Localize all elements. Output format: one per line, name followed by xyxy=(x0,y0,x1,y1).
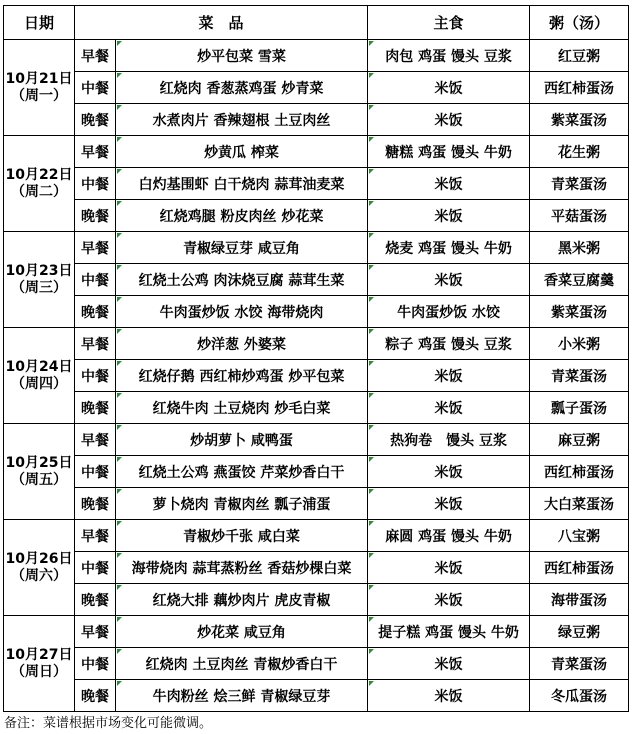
date-cell xyxy=(4,328,75,424)
meal-label xyxy=(75,328,116,360)
staple-cell-text: 米饭 xyxy=(434,272,463,289)
soup-cell xyxy=(530,264,629,296)
staple-cell-text: 糖糕 鸡蛋 馒头 牛奶 xyxy=(385,144,512,161)
dishes-cell-text: 红烧鸡腿 粉皮肉丝 炒花菜 xyxy=(159,208,324,225)
dishes-cell-text: 萝卜烧肉 青椒肉丝 瓢子浦蛋 xyxy=(152,496,331,513)
staple-cell-text: 米饭 xyxy=(434,208,463,225)
cell-marker-icon xyxy=(369,329,374,334)
cell-marker-icon xyxy=(369,393,374,398)
meal-label xyxy=(75,264,116,296)
dishes-cell-text: 红烧肉 香葱蒸鸡蛋 炒青菜 xyxy=(159,80,324,97)
meal-label xyxy=(75,136,116,168)
table-row xyxy=(4,328,629,360)
meal-label xyxy=(75,456,116,488)
staple-cell-text: 米饭 xyxy=(434,112,463,129)
table-row xyxy=(4,200,629,232)
dishes-cell-text: 红烧土公鸡 肉沫烧豆腐 蒜茸生菜 xyxy=(138,272,345,289)
date-label: 10月27日 xyxy=(5,646,73,663)
date-cell xyxy=(4,520,75,616)
weekday-label: （周日） xyxy=(11,663,67,680)
soup-cell xyxy=(530,168,629,200)
meal-label-text: 晚餐 xyxy=(81,304,109,321)
cell-marker-icon xyxy=(117,489,122,494)
cell-marker-icon xyxy=(117,297,122,302)
cell-marker-icon xyxy=(117,361,122,366)
soup-cell-text: 西红柿蛋汤 xyxy=(544,80,615,97)
dishes-cell-text: 青椒绿豆芽 咸豆角 xyxy=(183,240,300,257)
soup-cell-text: 香菜豆腐羹 xyxy=(544,272,615,289)
table-row xyxy=(4,360,629,392)
soup-cell-text: 黑米粥 xyxy=(558,240,601,257)
meal-label-text: 中餐 xyxy=(81,560,109,577)
staple-cell xyxy=(368,104,530,136)
meal-label-text: 晚餐 xyxy=(81,208,109,225)
table-row xyxy=(4,72,629,104)
soup-cell-text: 小米粥 xyxy=(558,336,601,353)
table-row xyxy=(4,392,629,424)
staple-cell xyxy=(368,520,530,552)
meal-label xyxy=(75,552,116,584)
soup-cell-text: 平菇蛋汤 xyxy=(551,208,608,225)
staple-cell-text: 烧麦 鸡蛋 馒头 牛奶 xyxy=(385,240,512,257)
staple-cell xyxy=(368,296,530,328)
dishes-cell-text: 白灼基围虾 白干烧肉 蒜茸油麦菜 xyxy=(138,176,345,193)
soup-cell-text: 花生粥 xyxy=(558,144,601,161)
cell-marker-icon xyxy=(117,201,122,206)
table-row xyxy=(4,136,629,168)
soup-cell xyxy=(530,648,629,680)
dishes-cell-text: 炒胡萝卜 咸鸭蛋 xyxy=(190,432,293,449)
cell-marker-icon xyxy=(117,265,122,270)
cell-marker-icon xyxy=(369,233,374,238)
cell-marker-icon xyxy=(117,169,122,174)
table-row xyxy=(4,648,629,680)
meal-label-text: 早餐 xyxy=(81,144,109,161)
staple-cell xyxy=(368,616,530,648)
cell-marker-icon xyxy=(369,489,374,494)
cell-marker-icon xyxy=(117,41,122,46)
weekday-label: （周三） xyxy=(11,279,67,296)
dishes-cell xyxy=(116,616,368,648)
dishes-cell xyxy=(116,552,368,584)
date-label: 10月23日 xyxy=(5,262,73,279)
table-row xyxy=(4,40,629,72)
date-cell xyxy=(4,136,75,232)
soup-cell-text: 八宝粥 xyxy=(558,528,601,545)
meal-label-text: 中餐 xyxy=(81,464,109,481)
staple-cell-text: 牛肉蛋炒饭 水饺 xyxy=(397,304,500,321)
cell-marker-icon xyxy=(117,681,122,686)
table-row xyxy=(4,520,629,552)
meal-label xyxy=(75,72,116,104)
cell-marker-icon xyxy=(117,585,122,590)
cell-marker-icon xyxy=(369,521,374,526)
soup-cell xyxy=(530,456,629,488)
soup-cell xyxy=(530,328,629,360)
dishes-cell xyxy=(116,264,368,296)
dishes-cell xyxy=(116,360,368,392)
table-row xyxy=(4,232,629,264)
dishes-cell-text: 炒黄瓜 榨菜 xyxy=(204,144,279,161)
date-cell xyxy=(4,232,75,328)
cell-marker-icon xyxy=(117,393,122,398)
table-row xyxy=(4,104,629,136)
meal-label xyxy=(75,648,116,680)
soup-cell-text: 青菜蛋汤 xyxy=(551,176,608,193)
date-label: 10月21日 xyxy=(5,70,73,87)
soup-cell-text: 西红柿蛋汤 xyxy=(544,560,615,577)
weekday-label: （周二） xyxy=(11,183,67,200)
soup-cell xyxy=(530,360,629,392)
table-row xyxy=(4,456,629,488)
staple-cell xyxy=(368,72,530,104)
cell-marker-icon xyxy=(117,521,122,526)
meal-label-text: 晚餐 xyxy=(81,688,109,705)
dishes-cell xyxy=(116,72,368,104)
meal-label xyxy=(75,104,116,136)
weekday-label: （周六） xyxy=(11,567,67,584)
menu-body xyxy=(4,40,629,712)
staple-cell-text: 米饭 xyxy=(434,656,463,673)
cell-marker-icon xyxy=(369,73,374,78)
soup-cell xyxy=(530,136,629,168)
date-cell xyxy=(4,616,75,712)
cell-marker-icon xyxy=(369,681,374,686)
cell-marker-icon xyxy=(369,585,374,590)
cell-marker-icon xyxy=(369,265,374,270)
table-row xyxy=(4,680,629,712)
dishes-cell-text: 红烧土公鸡 燕蛋饺 芹菜炒香白干 xyxy=(138,464,345,481)
header-soup: 粥（汤） xyxy=(530,6,629,40)
date-label: 10月24日 xyxy=(5,358,73,375)
soup-cell xyxy=(530,392,629,424)
dishes-cell-text: 红烧仔鹅 西红柿炒鸡蛋 炒平包菜 xyxy=(138,368,345,385)
staple-cell xyxy=(368,424,530,456)
meal-label-text: 中餐 xyxy=(81,176,109,193)
cell-marker-icon xyxy=(369,425,374,430)
staple-cell-text: 米饭 xyxy=(434,592,463,609)
staple-cell xyxy=(368,680,530,712)
meal-label xyxy=(75,584,116,616)
dishes-cell xyxy=(116,648,368,680)
soup-cell-text: 麻豆粥 xyxy=(558,432,601,449)
dishes-cell-text: 青椒炒千张 咸白菜 xyxy=(183,528,300,545)
meal-label xyxy=(75,200,116,232)
staple-cell-text: 肉包 鸡蛋 馒头 豆浆 xyxy=(385,48,512,65)
meal-label-text: 早餐 xyxy=(81,432,109,449)
dishes-cell xyxy=(116,680,368,712)
staple-cell xyxy=(368,360,530,392)
meal-label-text: 早餐 xyxy=(81,624,109,641)
soup-cell xyxy=(530,584,629,616)
menu-table xyxy=(3,5,629,712)
meal-label-text: 早餐 xyxy=(81,528,109,545)
staple-cell xyxy=(368,232,530,264)
dishes-cell xyxy=(116,168,368,200)
dishes-cell-text: 水煮肉片 香辣翅根 土豆肉丝 xyxy=(152,112,331,129)
dishes-cell xyxy=(116,424,368,456)
dishes-cell xyxy=(116,328,368,360)
cell-marker-icon xyxy=(369,361,374,366)
staple-cell xyxy=(368,584,530,616)
dishes-cell xyxy=(116,584,368,616)
dishes-cell xyxy=(116,136,368,168)
table-row xyxy=(4,584,629,616)
staple-cell-text: 米饭 xyxy=(434,688,463,705)
meal-label-text: 中餐 xyxy=(81,368,109,385)
table-row xyxy=(4,296,629,328)
weekday-label: （周四） xyxy=(11,375,67,392)
staple-cell-text: 麻圆 鸡蛋 馒头 牛奶 xyxy=(385,528,512,545)
table-row xyxy=(4,616,629,648)
soup-cell xyxy=(530,424,629,456)
date-cell xyxy=(4,40,75,136)
dishes-cell xyxy=(116,40,368,72)
cell-marker-icon xyxy=(369,553,374,558)
meal-label xyxy=(75,616,116,648)
dishes-cell-text: 牛肉粉丝 烩三鲜 青椒绿豆芽 xyxy=(152,688,331,705)
staple-cell-text: 米饭 xyxy=(434,368,463,385)
meal-label-text: 中餐 xyxy=(81,80,109,97)
cell-marker-icon xyxy=(117,425,122,430)
soup-cell-text: 冬瓜蛋汤 xyxy=(551,688,608,705)
cell-marker-icon xyxy=(369,169,374,174)
soup-cell-text: 海带蛋汤 xyxy=(551,592,608,609)
staple-cell xyxy=(368,200,530,232)
cell-marker-icon xyxy=(117,329,122,334)
meal-label xyxy=(75,424,116,456)
meal-label xyxy=(75,168,116,200)
staple-cell xyxy=(368,648,530,680)
staple-cell-text: 提子糕 鸡蛋 馒头 牛奶 xyxy=(378,624,519,641)
soup-cell-text: 紫菜蛋汤 xyxy=(551,112,608,129)
soup-cell xyxy=(530,232,629,264)
staple-cell xyxy=(368,264,530,296)
meal-label-text: 晚餐 xyxy=(81,112,109,129)
cell-marker-icon xyxy=(117,73,122,78)
weekday-label: （周一） xyxy=(11,87,67,104)
staple-cell xyxy=(368,136,530,168)
staple-cell xyxy=(368,328,530,360)
dishes-cell-text: 红烧大排 藕炒肉片 虎皮青椒 xyxy=(152,592,331,609)
meal-label-text: 中餐 xyxy=(81,656,109,673)
meal-label xyxy=(75,296,116,328)
cell-marker-icon xyxy=(369,41,374,46)
date-label: 10月25日 xyxy=(5,454,73,471)
table-row xyxy=(4,424,629,456)
soup-cell xyxy=(530,488,629,520)
cell-marker-icon xyxy=(369,457,374,462)
dishes-cell-text: 牛肉蛋炒饭 水饺 海带烧肉 xyxy=(159,304,324,321)
table-row xyxy=(4,264,629,296)
staple-cell-text: 米饭 xyxy=(434,80,463,97)
soup-cell xyxy=(530,680,629,712)
soup-cell-text: 红豆粥 xyxy=(558,48,601,65)
dishes-cell xyxy=(116,456,368,488)
meal-label-text: 中餐 xyxy=(81,272,109,289)
meal-label-text: 晚餐 xyxy=(81,496,109,513)
table-row xyxy=(4,488,629,520)
table-row xyxy=(4,552,629,584)
soup-cell xyxy=(530,72,629,104)
staple-cell-text: 米饭 xyxy=(434,496,463,513)
footnote: 备注：菜谱根据市场变化可能微调。 xyxy=(4,716,213,731)
cell-marker-icon xyxy=(369,649,374,654)
cell-marker-icon xyxy=(117,233,122,238)
staple-cell-text: 米饭 xyxy=(434,464,463,481)
meal-label xyxy=(75,360,116,392)
staple-cell-text: 米饭 xyxy=(434,560,463,577)
cell-marker-icon xyxy=(369,105,374,110)
soup-cell-text: 青菜蛋汤 xyxy=(551,656,608,673)
meal-label-text: 早餐 xyxy=(81,48,109,65)
cell-marker-icon xyxy=(117,457,122,462)
dishes-cell-text: 炒平包菜 雪菜 xyxy=(197,48,286,65)
staple-cell-text: 米饭 xyxy=(434,176,463,193)
meal-label xyxy=(75,40,116,72)
dishes-cell-text: 炒洋葱 外婆菜 xyxy=(197,336,286,353)
header-staple: 主食 xyxy=(368,6,530,40)
soup-cell-text: 绿豆粥 xyxy=(558,624,601,641)
staple-cell-text: 粽子 鸡蛋 馒头 豆浆 xyxy=(385,336,512,353)
cell-marker-icon xyxy=(117,105,122,110)
staple-cell xyxy=(368,168,530,200)
header-dishes: 菜 品 xyxy=(75,6,368,40)
dishes-cell xyxy=(116,392,368,424)
dishes-cell xyxy=(116,200,368,232)
meal-label xyxy=(75,392,116,424)
meal-label-text: 早餐 xyxy=(81,336,109,353)
soup-cell xyxy=(530,552,629,584)
dishes-cell xyxy=(116,520,368,552)
dishes-cell-text: 炒花菜 咸豆角 xyxy=(197,624,286,641)
soup-cell xyxy=(530,200,629,232)
cell-marker-icon xyxy=(369,201,374,206)
dishes-cell-text: 海带烧肉 蒜茸蒸粉丝 香菇炒棵白菜 xyxy=(131,560,352,577)
meal-label xyxy=(75,488,116,520)
soup-cell xyxy=(530,296,629,328)
dishes-cell-text: 红烧牛肉 土豆烧肉 炒毛白菜 xyxy=(152,400,331,417)
soup-cell-text: 瓢子蛋汤 xyxy=(551,400,608,417)
staple-cell xyxy=(368,392,530,424)
dishes-cell xyxy=(116,232,368,264)
cell-marker-icon xyxy=(117,649,122,654)
date-cell xyxy=(4,424,75,520)
date-label: 10月26日 xyxy=(5,550,73,567)
soup-cell-text: 青菜蛋汤 xyxy=(551,368,608,385)
meal-label-text: 晚餐 xyxy=(81,592,109,609)
staple-cell xyxy=(368,552,530,584)
cell-marker-icon xyxy=(369,297,374,302)
soup-cell-text: 大白菜蛋汤 xyxy=(544,496,615,513)
staple-cell xyxy=(368,456,530,488)
soup-cell-text: 紫菜蛋汤 xyxy=(551,304,608,321)
cell-marker-icon xyxy=(369,137,374,142)
date-label: 10月22日 xyxy=(5,166,73,183)
soup-cell xyxy=(530,616,629,648)
weekday-label: （周五） xyxy=(11,471,67,488)
staple-cell xyxy=(368,40,530,72)
staple-cell xyxy=(368,488,530,520)
staple-cell-text: 米饭 xyxy=(434,400,463,417)
meal-label xyxy=(75,680,116,712)
soup-cell xyxy=(530,40,629,72)
cell-marker-icon xyxy=(117,137,122,142)
dishes-cell-text: 红烧肉 土豆肉丝 青椒炒香白干 xyxy=(145,656,338,673)
soup-cell-text: 西红柿蛋汤 xyxy=(544,464,615,481)
meal-label-text: 晚餐 xyxy=(81,400,109,417)
meal-label xyxy=(75,232,116,264)
header-row xyxy=(4,6,629,40)
meal-label-text: 早餐 xyxy=(81,240,109,257)
dishes-cell xyxy=(116,104,368,136)
header-date: 日期 xyxy=(4,6,75,40)
cell-marker-icon xyxy=(369,617,374,622)
soup-cell xyxy=(530,520,629,552)
dishes-cell xyxy=(116,488,368,520)
soup-cell xyxy=(530,104,629,136)
meal-label xyxy=(75,520,116,552)
cell-marker-icon xyxy=(117,553,122,558)
dishes-cell xyxy=(116,296,368,328)
staple-cell-text: 热狗卷 馒头 豆浆 xyxy=(390,432,507,449)
table-row xyxy=(4,168,629,200)
cell-marker-icon xyxy=(117,617,122,622)
